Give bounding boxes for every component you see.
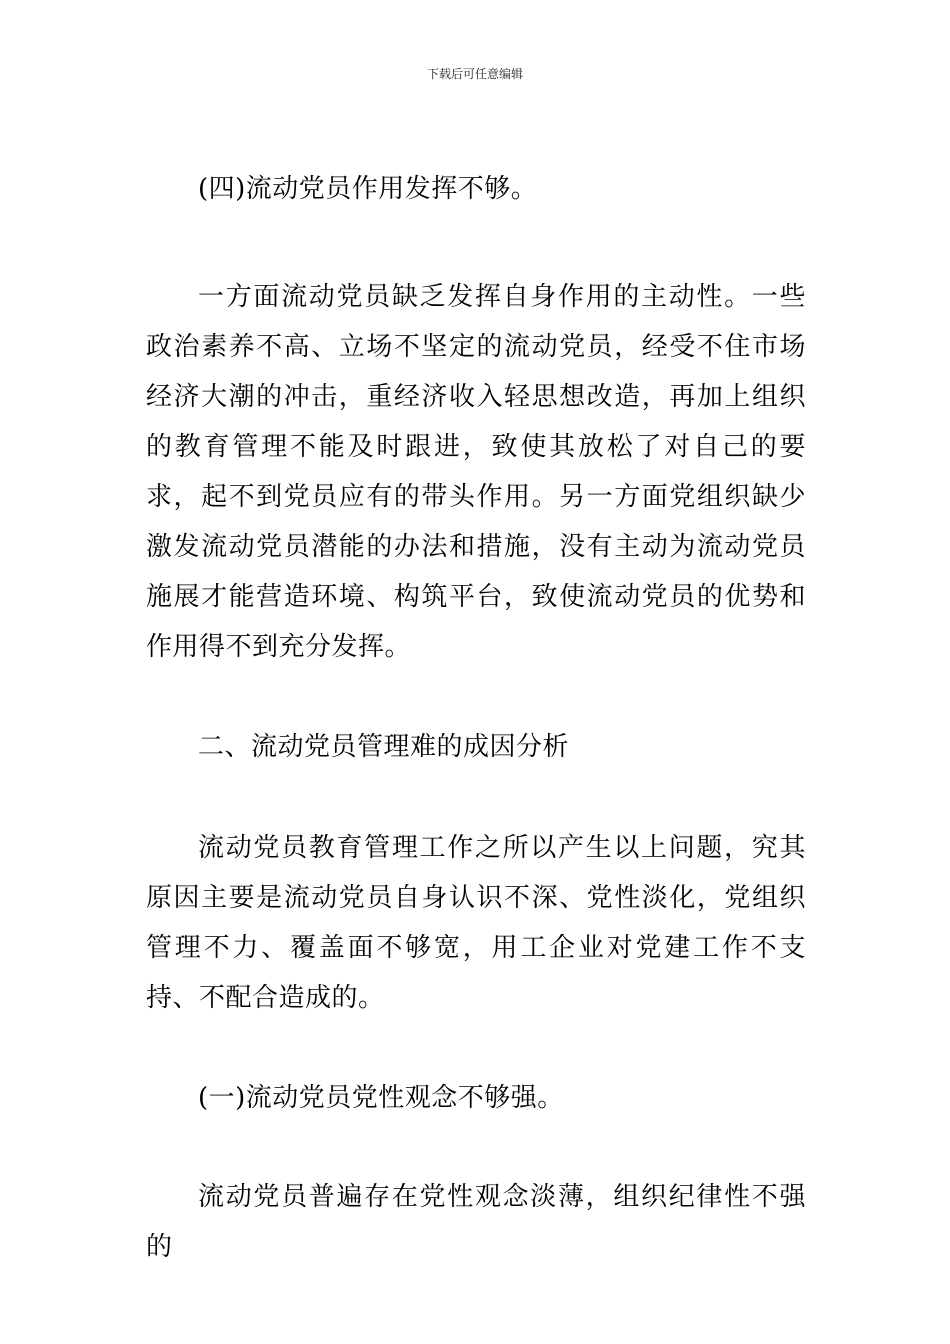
paragraph: 流动党员普遍存在党性观念淡薄，组织纪律性不强的 [146, 1182, 806, 1262]
paragraph: 流动党员教育管理工作之所以产生以上问题，究其原因主要是流动党员自身认识不深、党性淡化，党组织管理不力、覆盖面不够宽，用工企业对党建工作不支持、不配合造成的。 [146, 833, 806, 1013]
section-heading-two [146, 722, 806, 772]
paragraph: (一)流动党员党性观念不够强。 [198, 1083, 564, 1113]
body-paragraph [146, 272, 806, 672]
paragraph: 一方面流动党员缺乏发挥自身作用的主动性。一些政治素养不高、立场不坚定的流动党员，经受不住市场经济大潮的冲击，重经济收入轻思想改造，再加上组织的教育管理不能及时跟进，致使其放松了对自己的要求，起不到党员应有的带头作用。另一方面党组织缺少激发流动党员潜能的办法和措施，没有主动为流动党员施展才能营造环境、构筑平台，致使流动党员的优势和作用得不到充分发挥。 [146, 282, 806, 662]
body-paragraph [146, 823, 806, 1023]
paragraph: (四)流动党员作用发挥不够。 [198, 174, 538, 204]
paragraph: 二、流动党员管理难的成因分析 [198, 732, 570, 762]
section-heading-four [146, 164, 806, 214]
body-paragraph [146, 1172, 806, 1272]
page-header-note: 下载后可任意编辑 [426, 67, 523, 81]
section-heading-one [146, 1073, 806, 1123]
